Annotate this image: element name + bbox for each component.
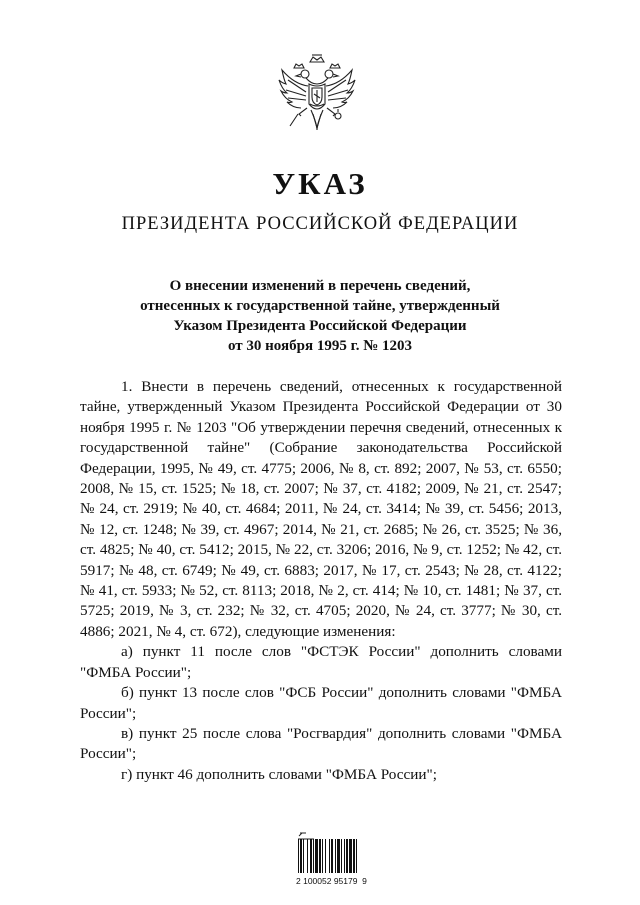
heading-line: О внесении изменений в перечень сведений,: [169, 278, 471, 294]
coat-of-arms-icon: [276, 52, 358, 144]
paragraph-item-v: в) пункт 25 после слова "Росгвардия" дополнить словами "ФМБА России";: [80, 724, 562, 763]
barcode-bar: [303, 839, 304, 873]
barcode-bar: [329, 839, 330, 873]
barcode-bar: [325, 839, 326, 873]
barcode-bar: [331, 839, 333, 873]
document-subtitle: ПРЕЗИДЕНТА РОССИЙСКОЙ ФЕДЕРАЦИИ: [121, 214, 519, 234]
paragraph-item-b: б) пункт 13 после слов "ФСБ России" дополнить словами "ФМБА России";: [80, 684, 562, 722]
barcode-bar: [315, 839, 318, 873]
barcode-bar: [300, 839, 302, 873]
barcode-bar: [341, 839, 342, 873]
barcode-bar: [319, 839, 321, 873]
barcode-block: [296, 828, 382, 890]
heading-line: Указом Президента Российской Федерации: [173, 318, 467, 334]
barcode-bar: [322, 839, 323, 873]
barcode-bar: [335, 839, 336, 873]
printer-mark-icon: [296, 828, 316, 838]
barcode-bar: [337, 839, 340, 873]
paragraph-main: 1. Внести в перечень сведений, отнесенных к государственной тайне, утвержденный Указом Президента Российской Федерации от 30 ноября 1995 г. № 1203 "Об утверждении перечня сведений, отнесенных к государственной тайне" (Собрание законодательства Российской Федерации, 1995, № 49, ст. 4775; 2006, № 8, ст. 892; 2007, № 53, ст. 6550; 2008, № 15, ст. 1525; № 18, ст. 2007; № 37, ст. 4182; 2009, № 21, ст. 2547; № 24, ст. 2919; № 40, ст. 4684; 2011, № 24, ст. 3414; № 39, ст. 5456; 2013, № 12, ст. 1248; № 39, ст. 4967; 2014, № 21, ст. 2685; № 26, ст. 3525; № 36, ст. 4825; № 40, ст. 5412; 2015, № 22, ст. 3206; 2016, № 9, ст. 1252; № 42, ст. 5917; № 48, ст. 6749; № 49, ст. 6883; 2017, № 17, ст. 2543; № 28, ст. 4122; № 41, ст. 5933; № 52, ст. 8113; 2018, № 2, ст. 414; № 10, ст. 1481; № 37, ст. 5725; 2019, № 3, ст. 232; № 32, ст. 4705; 2020, № 24, ст. 3777; № 30, ст. 4886; 2021, № 4, ст. 672), следующие изменения:: [80, 378, 562, 640]
barcode-bar: [310, 839, 312, 873]
barcode-bar: [346, 839, 348, 873]
barcode-icon: [296, 839, 382, 875]
decree-body: [80, 377, 562, 785]
paragraph-item-g: г) пункт 46 дополнить словами "ФМБА России";: [121, 765, 437, 783]
heading-line: от 30 ноября 1995 г. № 1203: [227, 338, 413, 354]
barcode-bar: [353, 839, 355, 873]
barcode-bar: [298, 839, 299, 873]
paragraph-item-a: а) пункт 11 после слов "ФСТЭК России" дополнить словами "ФМБА России";: [80, 643, 562, 681]
barcode-bar: [307, 839, 308, 873]
decree-heading: [80, 276, 560, 356]
document-title: УКАЗ: [272, 166, 368, 201]
barcode-bar: [344, 839, 345, 873]
barcode-bar: [313, 839, 314, 873]
heading-line: отнесенных к государственной тайне, утвержденный: [140, 298, 500, 314]
barcode-number: 2 100052 95179 9: [296, 876, 367, 886]
barcode-bar: [356, 839, 357, 873]
barcode-bar: [349, 839, 352, 873]
